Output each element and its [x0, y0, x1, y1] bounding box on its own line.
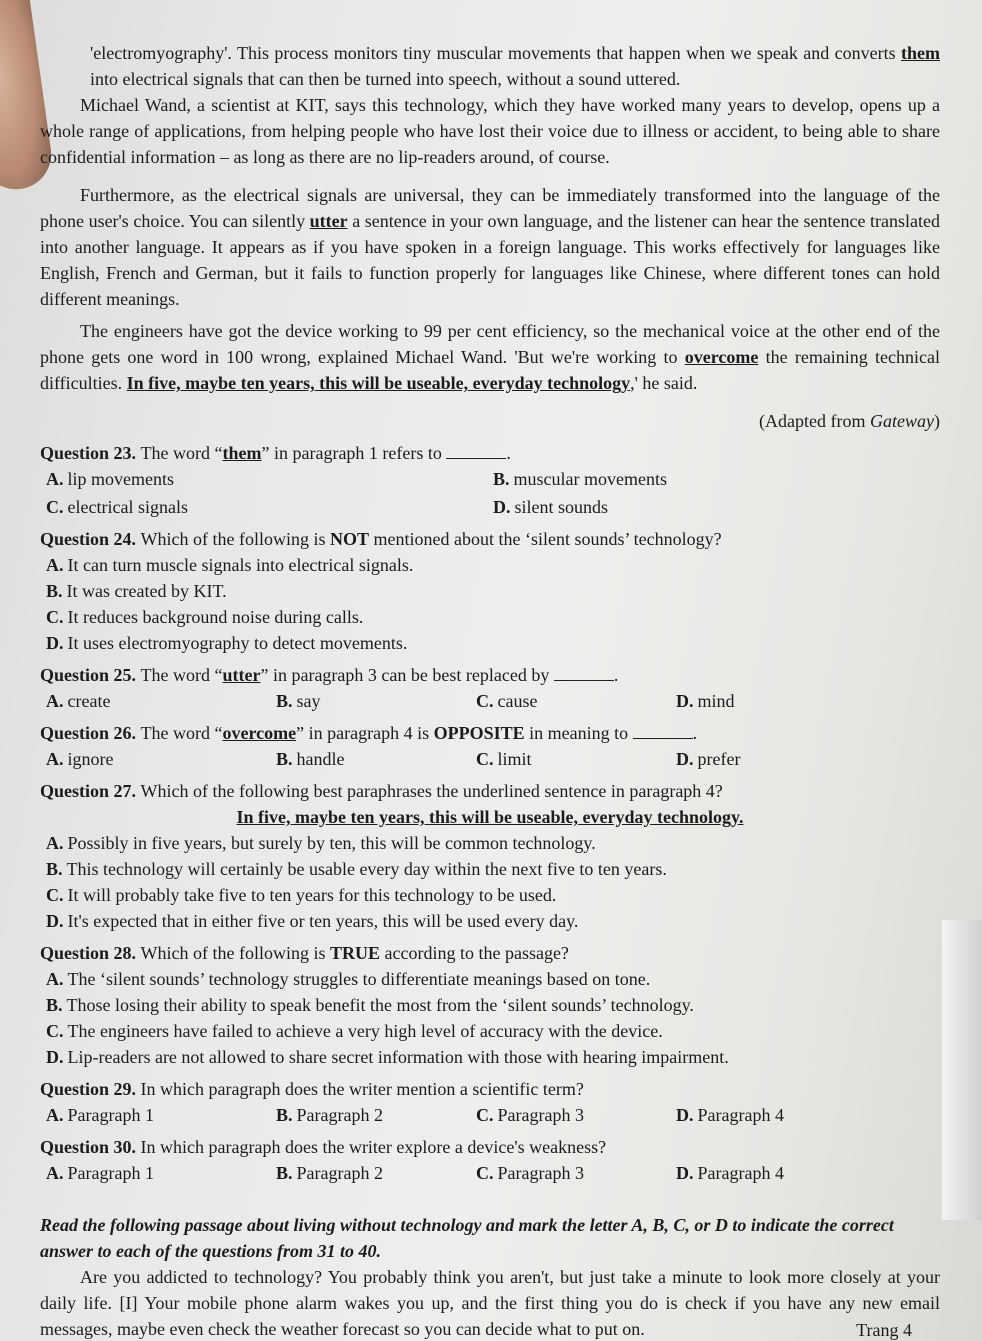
option[interactable]: A. The ‘silent sounds’ technology struggles to differentiate meanings based on tone.: [46, 969, 651, 989]
option[interactable]: B. Paragraph 2: [276, 1105, 383, 1125]
option[interactable]: A. ignore: [46, 749, 114, 769]
question-23-options: [46, 466, 940, 520]
page-edge: [942, 920, 982, 1220]
question-29: Question 29. In which paragraph does the writer mention a scientific term?: [40, 1079, 584, 1099]
question-24: Question 24. Which of the following is NOT mentioned about the ‘silent sounds’ technology?: [40, 529, 722, 549]
question-24-options: [40, 552, 940, 656]
option[interactable]: D. It's expected that in either five or ten years, this will be used every day.: [46, 911, 579, 931]
question-23: Question 23. The word “them” in paragraph 1 refers to .: [40, 443, 511, 463]
option[interactable]: A. Possibly in five years, but surely by ten, this will be common technology.: [46, 833, 596, 853]
option[interactable]: D. mind: [676, 691, 735, 711]
option[interactable]: B. muscular movements: [493, 469, 667, 489]
question-28: Question 28. Which of the following is TRUE according to the passage?: [40, 943, 569, 963]
page-number: Trang 4: [856, 1320, 912, 1340]
option[interactable]: B. say: [276, 691, 321, 711]
option[interactable]: A. Paragraph 1: [46, 1163, 154, 1183]
option[interactable]: A. create: [46, 691, 111, 711]
passage-2-paragraph-1: Are you addicted to technology? You probably think you aren't, but just take a minute to look more closely at your daily life. [I] Your mobile phone alarm wakes you up, and the first thing you do is check if you have any new email messages, maybe even check the weather forecast so you can decide what to put on.: [40, 1267, 940, 1339]
question-30: Question 30. In which paragraph does the writer explore a device's weakness?: [40, 1137, 607, 1157]
option[interactable]: B. It was created by KIT.: [46, 581, 227, 601]
option[interactable]: D. Paragraph 4: [676, 1105, 784, 1125]
option[interactable]: B. This technology will certainly be usable every day within the next five to ten years.: [46, 859, 667, 879]
question-27-options: [40, 830, 940, 934]
document-content: [40, 40, 940, 1341]
question-29-options: [46, 1102, 940, 1128]
option[interactable]: C. The engineers have failed to achieve a very high level of accuracy with the device.: [46, 1021, 663, 1041]
question-25: Question 25. The word “utter” in paragraph 3 can be best replaced by .: [40, 665, 619, 685]
question-26-options: [46, 746, 940, 772]
option[interactable]: C. Paragraph 3: [476, 1105, 584, 1125]
option[interactable]: B. Paragraph 2: [276, 1163, 383, 1183]
paragraph-1-end: 'electromyography'. This process monitors tiny muscular movements that happen when we speak and converts them into electrical signals that can then be turned into speech, without a sound uttered.: [90, 43, 940, 89]
question-27: Question 27. Which of the following best paraphrases the underlined sentence in paragraph 4?: [40, 781, 723, 801]
paragraph-3: Furthermore, as the electrical signals are universal, they can be immediately transformed into the language of the phone user's choice. You can silently utter a sentence in your own language, and the listener can hear the sentence translated into another language. It appears as if you have spoken in a foreign language. This works effectively for languages like English, French and German, but it fails to function properly for languages like Chinese, where different tones can hold different meanings.: [40, 185, 940, 309]
question-30-options: [46, 1160, 940, 1186]
option[interactable]: C. It reduces background noise during calls.: [46, 607, 364, 627]
option[interactable]: B. Those losing their ability to speak benefit the most from the ‘silent sounds’ technology.: [46, 995, 694, 1015]
paragraph-4: The engineers have got the device working to 99 per cent efficiency, so the mechanical voice at the other end of the phone gets one word in 100 wrong, explained Michael Wand. 'But we're working to overcome the remaining technical difficulties. In five, maybe ten years, this will be useable, everyday technology,' he said.: [40, 321, 940, 393]
option[interactable]: D. Lip-readers are not allowed to share secret information with those with hearing impairment.: [46, 1047, 729, 1067]
option[interactable]: D. prefer: [676, 749, 741, 769]
option[interactable]: C. Paragraph 3: [476, 1163, 584, 1183]
option[interactable]: C. It will probably take five to ten years for this technology to be used.: [46, 885, 557, 905]
question-28-options: [40, 966, 940, 1070]
option[interactable]: D. It uses electromyography to detect movements.: [46, 633, 408, 653]
option[interactable]: B. handle: [276, 749, 345, 769]
option[interactable]: D. Paragraph 4: [676, 1163, 784, 1183]
option[interactable]: D. silent sounds: [493, 497, 609, 517]
option[interactable]: C. cause: [476, 691, 538, 711]
option[interactable]: A. It can turn muscle signals into electrical signals.: [46, 555, 414, 575]
source-note: (Adapted from Gateway): [759, 411, 940, 431]
option[interactable]: A. Paragraph 1: [46, 1105, 154, 1125]
underlined-sentence: In five, maybe ten years, this will be useable, everyday technology.: [236, 807, 744, 827]
paragraph-2: Michael Wand, a scientist at KIT, says this technology, which they have worked many years to develop, opens up a whole range of applications, from helping people who have lost their voice due to illness or accident, to being able to share confidential information – as long as there are no lip-readers around, of course.: [40, 95, 940, 167]
question-25-options: [46, 688, 940, 714]
option[interactable]: C. limit: [476, 749, 532, 769]
option[interactable]: A. lip movements: [46, 469, 174, 489]
section-instruction: Read the following passage about living without technology and mark the letter A, B, C, or D to indicate the correct answer to each of the questions from 31 to 40.: [40, 1215, 894, 1261]
question-26: Question 26. The word “overcome” in paragraph 4 is OPPOSITE in meaning to .: [40, 723, 698, 743]
option[interactable]: C. electrical signals: [46, 497, 188, 517]
